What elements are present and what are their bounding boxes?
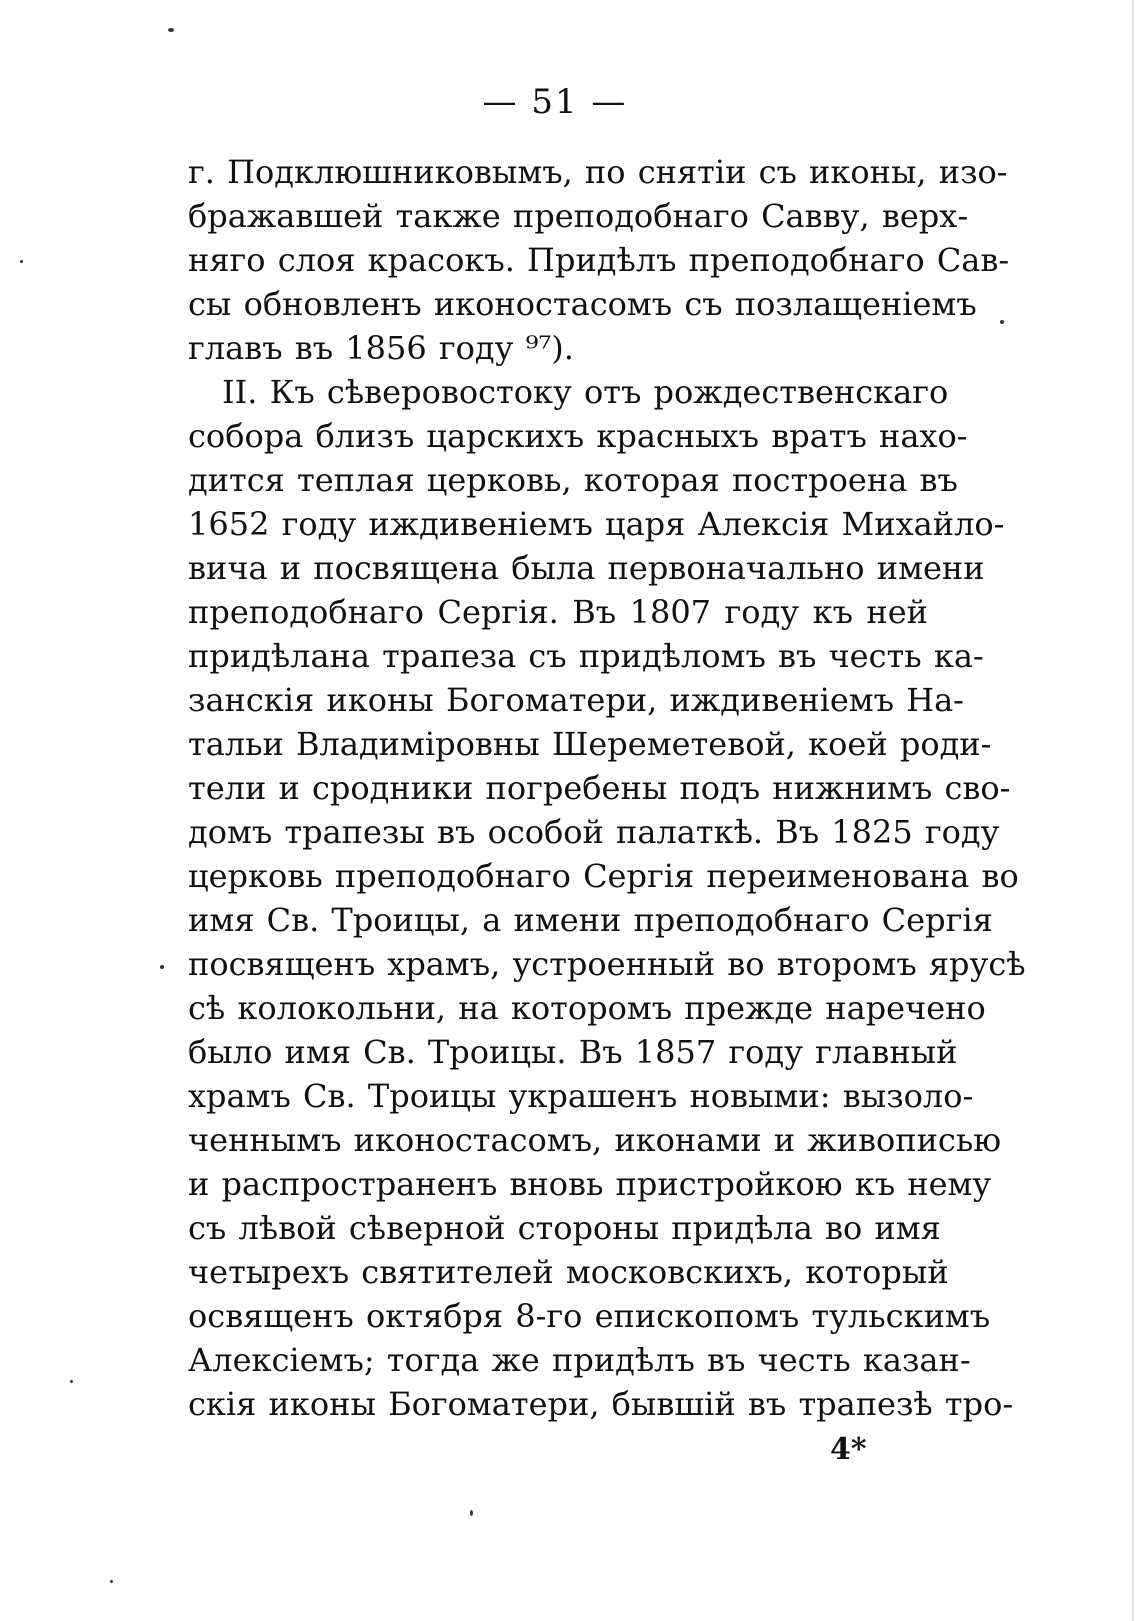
text-line: храмъ Св. Троицы украшенъ новыми: вызоло-	[188, 1077, 974, 1115]
scan-speck	[1000, 320, 1004, 324]
scan-speck	[168, 28, 174, 32]
text-line: сѣ колокольни, на которомъ прежде наречено	[188, 989, 986, 1027]
text-line: занскія иконы Богоматери, иждивеніемъ На-	[188, 681, 964, 719]
text-line: ченнымъ иконостасомъ, иконами и живописью	[188, 1121, 1002, 1159]
text-line: тели и сродники погребены подъ нижнимъ сво-	[188, 769, 1011, 807]
text-line: домъ трапезы въ особой палаткѣ. Въ 1825 году	[188, 813, 1000, 851]
text-line: и распространенъ вновь пристройкою къ нему	[188, 1165, 992, 1203]
text-line: преподобнаго Сергія. Въ 1807 году къ ней	[188, 593, 928, 631]
text-line: съ лѣвой сѣверной стороны придѣла во имя	[188, 1209, 941, 1247]
scan-speck	[20, 260, 23, 263]
text-line: придѣлана трапеза съ придѣломъ въ честь ка-	[188, 637, 984, 675]
text-line: посвященъ храмъ, устроенный во второмъ ярусѣ	[188, 945, 1026, 983]
text-line: сы обновленъ иконостасомъ съ позлащеніемъ	[188, 285, 977, 323]
signature-mark: 4*	[830, 1432, 867, 1467]
text-line: г. Подклюшниковымъ, по снятіи съ иконы, изо-	[188, 153, 1008, 191]
text-line: тальи Владиміровны Шереметевой, коей роди-	[188, 725, 992, 763]
text-line: было имя Св. Троицы. Въ 1857 году главный	[188, 1033, 958, 1071]
paragraph-start-line: II. Къ сѣверовостоку отъ рождественскаго	[222, 373, 949, 411]
text-line: Алексіемъ; тогда же придѣлъ въ честь казан-	[188, 1341, 971, 1379]
page-edge	[1132, 0, 1134, 1621]
text-line: собора близъ царскихъ красныхъ вратъ нахо-	[188, 417, 968, 455]
page-number: — 51 —	[482, 82, 628, 122]
text-line: вича и посвящена была первоначально имени	[188, 549, 985, 587]
text-line: скія иконы Богоматери, бывшій въ трапезѣ тро-	[188, 1385, 1014, 1423]
text-line: бражавшей также преподобнаго Савву, верх-	[188, 197, 969, 235]
text-line: четырехъ святителей московскихъ, который	[188, 1253, 949, 1291]
scan-speck	[110, 1580, 113, 1583]
text-line: няго слоя красокъ. Придѣлъ преподобнаго Сав-	[188, 241, 1010, 279]
text-line: освященъ октября 8-го епископомъ тульскимъ	[188, 1297, 991, 1335]
scan-speck	[70, 1380, 73, 1383]
text-line: имя Св. Троицы, а имени преподобнаго Сергія	[188, 901, 993, 939]
text-line: 1652 году иждивеніемъ царя Алексія Михайло-	[188, 505, 1005, 543]
body-text	[188, 150, 1026, 1426]
scan-speck	[160, 965, 164, 969]
text-line: дится теплая церковь, которая построена въ	[188, 461, 958, 499]
scan-speck	[470, 1510, 473, 1516]
text-line: церковь преподобнаго Сергія переименована во	[188, 857, 1019, 895]
text-line: главъ въ 1856 году ⁹⁷).	[188, 329, 574, 367]
